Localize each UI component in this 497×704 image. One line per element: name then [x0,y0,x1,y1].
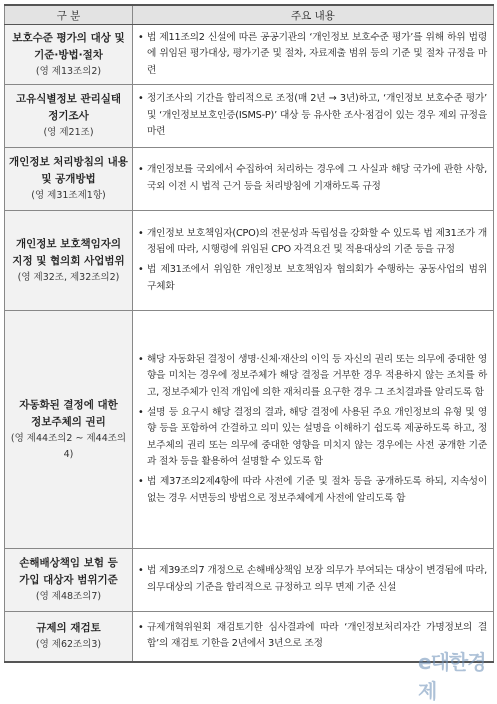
table-row [5,148,494,211]
content-cell [133,148,494,211]
list-item: • 법 제37조의2제4항에 따라 사전에 기준 및 절차 등을 공개하도록 하되, 지속성이 없는 경우 서면등의 방법으로 정보주체에게 사전에 알리도록 함 [138,475,487,504]
table-row [5,85,494,148]
content-cell [133,549,494,612]
header-category: 구 분 [5,5,133,25]
list-item: • 법 제39조의7 개정으로 손해배상책임 보장 의무가 부여되는 대상이 변경됨에 따라, 의무대상의 기준을 합리적으로 규정하고 의무 면제 기준 신설 [138,565,487,593]
list-item: • 설명 등 요구시 해당 결정의 결과, 해당 결정에 사용된 주요 개인정보의 유형 및 영향 등을 포함하여 간결하고 의미 있는 설명을 이해하기 쉽도록 제공하도록 하고, 정보주체의 권리 또는 의무에 중대한 영향을 미치지 않는 경우에는 사전 공개한 기준과 절차 등을 활용하여 설명할 수 있도록 함 [138,406,487,468]
category-cell [5,549,133,612]
list-item: • 규제개혁위원회 재검토기한 심사결과에 따라 ‘개인정보처리자간 가명정보의 결합’의 재검토 기한을 2년에서 3년으로 조정 [138,621,487,650]
category-title: 고유식별정보 관리실태 정기조사 [15,93,122,122]
table-header-row [5,5,494,25]
bullet-icon: • [138,406,144,418]
category-cell [5,85,133,148]
header-content: 주요 내용 [133,5,494,25]
law-reference: (영 제31조제1항) [31,190,106,201]
bullet-icon: • [138,164,144,176]
bullet-icon: • [138,93,144,105]
list-item: • 개인정보를 국외에서 수집하여 처리하는 경우에 그 사실과 해당 국가에 관한 사항, 국외 이전 시 법적 근거 등을 처리방침에 기재하도록 규정 [138,164,487,192]
publisher-watermark: e대한경제 [418,650,486,703]
category-title: 개인정보 보호책임자의 지정 및 협의회 사업범위 [12,237,125,267]
bullet-icon: • [138,475,144,487]
category-title: 보호수준 평가의 대상 및 기준·방법·절차 [12,31,125,61]
category-cell [5,311,133,549]
law-reference: (영 제62조의3) [35,638,102,650]
content-cell [133,311,494,549]
category-title: 규제의 재검토 [36,621,101,634]
law-reference: (영 제21조) [43,127,94,138]
bullet-icon: • [138,227,144,239]
category-cell [5,211,133,311]
table-row [5,549,494,612]
bullet-icon: • [138,264,144,275]
category-cell [5,148,133,211]
content-cell [133,211,494,311]
content-cell [133,85,494,148]
bullet-icon: • [138,31,144,43]
list-item: • 법 제11조의2 신설에 따른 공공기관의 ‘개인정보 보호수준 평가’를 위해 하위 법령에 위임된 평가대상, 평가기준 및 절차, 자료제출 범위 등의 기준 및 절차 규정을 마련 [138,31,487,76]
category-cell [5,612,133,662]
table-row [5,25,494,85]
content-cell [133,25,494,85]
table-row [5,311,494,549]
bullet-icon: • [138,565,144,577]
category-title: 손해배상책임 보험 등 가입 대상자 범위기준 [19,557,118,586]
list-item: • 법 제31조에서 위임한 개인정보 보호책임자 협의회가 수행하는 공동사업의 범위 구체화 [138,264,487,292]
table-row [5,211,494,311]
law-reference: (영 제44조의2 ~ 제44조의4) [10,432,127,460]
list-item: • 정기조사의 기간을 합리적으로 조정(매 2년 → 3년)하고, ‘개인정보 보호수준 평가’ 및 ‘개인정보보호인증(ISMS-P)’ 대상 등 유사한 조사·점검이 있는 경우 제외 규정을 마련 [138,93,487,138]
law-reference: (영 제48조의7) [35,591,102,602]
law-reference: (영 제13조의2) [35,65,102,77]
law-reference: (영 제32조, 제32조의2) [17,271,120,283]
amendment-summary-table [4,4,494,663]
list-item: • 개인정보 보호책임자(CPO)의 전문성과 독립성을 강화할 수 있도록 법 제31조가 개정됨에 따라, 시행령에 위임된 CPO 자격요건 및 적용대상의 기준 등을 규정 [138,227,487,256]
category-cell [5,25,133,85]
bullet-icon: • [138,621,144,633]
category-title: 개인정보 처리방침의 내용 및 공개방법 [9,156,128,185]
bullet-icon: • [138,353,144,365]
category-title: 자동화된 결정에 대한 정보주체의 권리 [19,398,118,428]
list-item: • 해당 자동화된 결정이 생명·신체·재산의 이익 등 자신의 권리 또는 의무에 중대한 영향을 미치는 경우에 정보주체가 해당 결정을 거부한 경우 적용하지 않는 조치를 하고, 정보주체가 인적 개입에 의한 재처리를 요구한 경우 그 조치결과를 알리도록 함 [138,353,487,399]
